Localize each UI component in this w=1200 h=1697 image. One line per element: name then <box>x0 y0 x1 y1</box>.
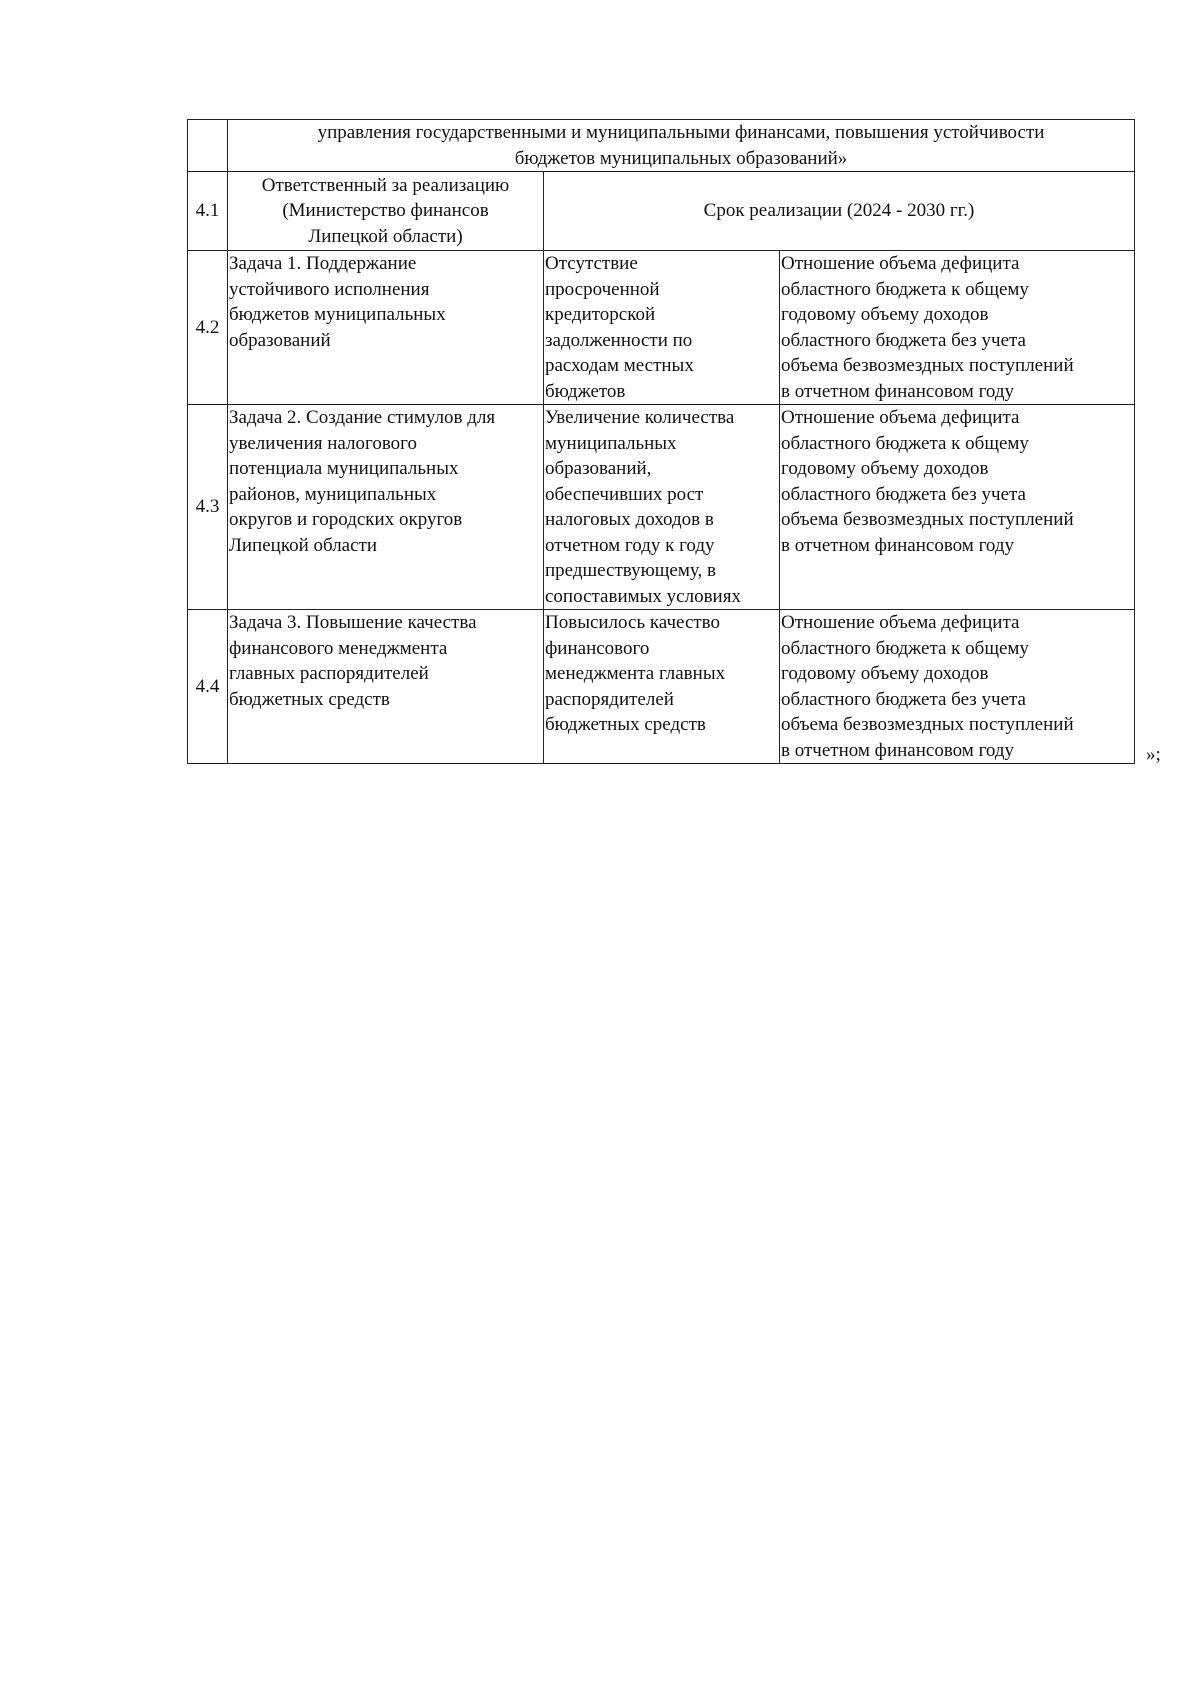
result-line: Повысилось качество <box>545 612 721 633</box>
closing-quote-mark: »; <box>1146 744 1161 765</box>
result-cell <box>544 251 780 405</box>
result-line: расходам местных <box>545 355 694 376</box>
result-line: бюджетов <box>545 380 626 402</box>
result-line: предшествующему, в <box>545 560 716 581</box>
section-title-line-1: управления государственными и муниципальными финансами, повышения устойчивости <box>317 122 1045 143</box>
table-row-header <box>188 120 1135 172</box>
result-line: Увеличение количества <box>545 407 735 428</box>
task-line: потенциала муниципальных <box>229 458 459 479</box>
responsible-line-3: Липецкой области) <box>308 225 463 247</box>
task-line: районов, муниципальных <box>229 483 437 505</box>
task-line: увеличения налогового <box>229 432 417 454</box>
result-line: обеспечивших рост <box>545 483 704 505</box>
indicator-cell <box>780 251 1135 405</box>
indicator-line: областного бюджета без учета <box>781 329 1026 351</box>
table-cell-empty <box>188 120 228 172</box>
task-line: Задача 2. Создание стимулов для <box>229 407 496 428</box>
task-line: Липецкой области <box>229 534 378 556</box>
term-cell: Срок реализации (2024 - 2030 гг.) <box>544 172 1135 251</box>
indicator-line: в отчетном финансовом году <box>781 380 1015 402</box>
result-line: менеджмента главных <box>545 663 726 684</box>
table-row-4-1 <box>188 172 1135 251</box>
indicator-cell <box>780 610 1135 764</box>
task-line: Задача 3. Повышение качества <box>229 612 477 633</box>
result-line: образований, <box>545 458 652 479</box>
task-line: бюджетных средств <box>229 688 390 710</box>
task-line: Задача 1. Поддержание <box>229 253 417 274</box>
task-cell <box>228 251 544 405</box>
indicator-cell <box>780 405 1135 610</box>
indicator-line: Отношение объема дефицита <box>781 253 1020 274</box>
indicator-line: в отчетном финансовом году <box>781 534 1015 556</box>
task-line: устойчивого исполнения <box>229 278 430 300</box>
indicator-line: областного бюджета без учета <box>781 483 1026 505</box>
indicator-line: Отношение объема дефицита <box>781 612 1020 633</box>
result-line: распорядителей <box>545 688 674 710</box>
row-number: 4.2 <box>188 251 228 405</box>
result-line: муниципальных <box>545 432 677 454</box>
section-title-line-2: бюджетов муниципальных образований» <box>514 147 848 169</box>
indicator-line: в отчетном финансовом году <box>781 739 1015 761</box>
responsible-line-2: (Министерство финансов <box>282 200 489 222</box>
task-line: округов и городских округов <box>229 509 463 530</box>
result-line: сопоставимых условиях <box>545 585 741 607</box>
table-row-4-3 <box>188 405 1135 610</box>
task-cell <box>228 610 544 764</box>
table-row-4-4 <box>188 610 1135 764</box>
result-line: налоговых доходов в <box>545 509 714 530</box>
responsible-cell <box>228 172 544 251</box>
indicator-line: областного бюджета к общему <box>781 637 1029 659</box>
indicator-line: областного бюджета к общему <box>781 432 1029 454</box>
section-title-cell <box>228 120 1135 172</box>
result-line: Отсутствие <box>545 253 638 274</box>
program-structure-table <box>187 119 1135 764</box>
row-number: 4.3 <box>188 405 228 610</box>
responsible-line-1: Ответственный за реализацию <box>261 174 510 196</box>
task-line: главных распорядителей <box>229 663 429 684</box>
indicator-line: годовому объему доходов <box>781 663 989 684</box>
indicator-line: годовому объему доходов <box>781 458 989 479</box>
task-line: образований <box>229 329 331 351</box>
indicator-line: годовому объему доходов <box>781 304 989 325</box>
indicator-line: объема безвозмездных поступлений <box>781 509 1074 530</box>
row-number: 4.1 <box>188 172 228 251</box>
task-line: бюджетов муниципальных <box>229 304 446 325</box>
result-line: финансового <box>545 637 650 659</box>
result-cell <box>544 405 780 610</box>
result-line: задолженности по <box>545 329 693 351</box>
result-line: бюджетных средств <box>545 714 706 735</box>
table-row-4-2 <box>188 251 1135 405</box>
indicator-line: объема безвозмездных поступлений <box>781 714 1074 735</box>
indicator-line: объема безвозмездных поступлений <box>781 355 1074 376</box>
result-line: кредиторской <box>545 304 656 325</box>
result-cell <box>544 610 780 764</box>
row-number: 4.4 <box>188 610 228 764</box>
indicator-line: областного бюджета к общему <box>781 278 1029 300</box>
indicator-line: Отношение объема дефицита <box>781 407 1020 428</box>
task-cell <box>228 405 544 610</box>
result-line: просроченной <box>545 278 660 300</box>
result-line: отчетном году к году <box>545 534 715 556</box>
task-line: финансового менеджмента <box>229 637 448 659</box>
indicator-line: областного бюджета без учета <box>781 688 1026 710</box>
